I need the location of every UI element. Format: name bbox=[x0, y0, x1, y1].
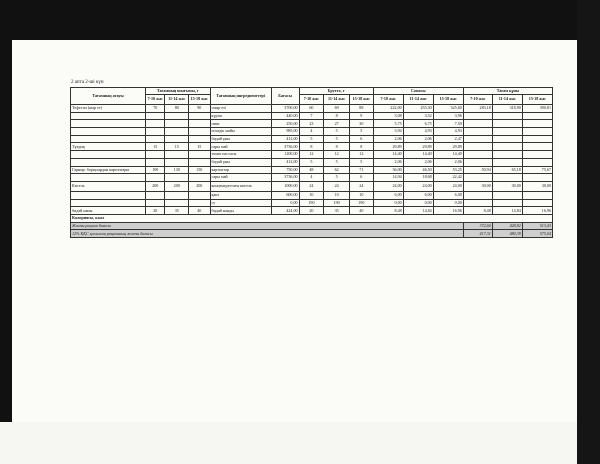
value-cell bbox=[522, 174, 552, 182]
value-cell bbox=[463, 143, 492, 151]
ingredient-cell: бидай ұны bbox=[210, 135, 271, 143]
value-cell: 24,00 bbox=[433, 181, 463, 191]
value-cell: 15 bbox=[146, 143, 165, 151]
value-cell bbox=[522, 135, 552, 143]
value-cell: 30,00 bbox=[492, 181, 522, 191]
ingredient-cell: картоптар bbox=[210, 166, 271, 174]
value-cell: 3,08 bbox=[373, 112, 403, 120]
value-cell bbox=[165, 158, 189, 166]
value-cell: 8,48 bbox=[373, 207, 403, 215]
value-cell bbox=[492, 191, 522, 199]
value-cell: 16,96 bbox=[433, 207, 463, 215]
header-dish: Тағамның атауы bbox=[71, 88, 146, 105]
value-cell: 40 bbox=[189, 207, 210, 215]
age-header: 7-10 жас bbox=[299, 95, 324, 105]
value-cell: 190 bbox=[350, 199, 374, 207]
table-body bbox=[71, 105, 553, 238]
value-cell: 200 bbox=[189, 181, 210, 191]
value-cell bbox=[146, 174, 165, 182]
value-cell bbox=[189, 128, 210, 136]
value-cell: 2,47 bbox=[433, 135, 463, 143]
value-cell: 0,00 bbox=[373, 199, 403, 207]
value-cell bbox=[522, 112, 552, 120]
value-cell: 100 bbox=[146, 166, 165, 174]
value-cell: 2,06 bbox=[403, 158, 433, 166]
dish-name-cell bbox=[71, 128, 146, 136]
value-cell: 600,00 bbox=[271, 191, 299, 199]
value-cell: 390,81 bbox=[522, 105, 552, 113]
total-value: 513,43 bbox=[522, 222, 552, 230]
ingredient-cell: концентраттағы кисель bbox=[210, 181, 271, 191]
ingredient-cell: қант bbox=[210, 191, 271, 199]
value-cell: 12 bbox=[324, 151, 350, 159]
value-cell: 5 bbox=[299, 135, 324, 143]
menu-table bbox=[70, 87, 553, 238]
dish-name-cell: Тұздық bbox=[71, 143, 146, 151]
table-row bbox=[71, 199, 553, 207]
value-cell: 1200,00 bbox=[271, 151, 299, 159]
value-cell: 24 bbox=[299, 181, 324, 191]
ingredient-cell: томат пастасы bbox=[210, 151, 271, 159]
value-cell bbox=[522, 199, 552, 207]
value-cell: 40 bbox=[350, 207, 374, 215]
value-cell: 255,30 bbox=[403, 105, 433, 113]
value-cell: 36,00 bbox=[373, 166, 403, 174]
header-cost: Сомасы bbox=[373, 88, 463, 95]
dish-name-cell: Гарнир: борщлардан картоптары bbox=[71, 166, 146, 174]
value-cell: 14,40 bbox=[403, 151, 433, 159]
table-row bbox=[71, 191, 553, 199]
value-cell: 2,06 bbox=[403, 135, 433, 143]
dish-name-cell bbox=[71, 120, 146, 128]
dish-name-cell bbox=[71, 199, 146, 207]
value-cell: 150 bbox=[189, 166, 210, 174]
value-cell bbox=[492, 151, 522, 159]
value-cell bbox=[522, 191, 552, 199]
age-header: 15-18 жас bbox=[522, 95, 552, 105]
value-cell bbox=[492, 174, 522, 182]
value-cell bbox=[165, 112, 189, 120]
value-cell: 424,00 bbox=[271, 207, 299, 215]
value-cell: 8 bbox=[299, 143, 324, 151]
value-cell: 4,93 bbox=[433, 128, 463, 136]
age-header: 15-18 жас bbox=[433, 95, 463, 105]
value-cell bbox=[463, 174, 492, 182]
value-cell bbox=[189, 158, 210, 166]
table-row bbox=[71, 128, 553, 136]
value-cell: 5 bbox=[299, 158, 324, 166]
value-cell: 80 bbox=[165, 105, 189, 113]
value-cell: 29,89 bbox=[373, 143, 403, 151]
value-cell: 985,00 bbox=[271, 128, 299, 136]
value-cell bbox=[492, 135, 522, 143]
table-header-row bbox=[71, 88, 553, 95]
value-cell bbox=[146, 120, 165, 128]
value-cell: 3,94 bbox=[373, 128, 403, 136]
table-row bbox=[71, 181, 553, 191]
value-cell bbox=[165, 199, 189, 207]
value-cell: 14,84 bbox=[403, 207, 433, 215]
value-cell: 5,75 bbox=[373, 120, 403, 128]
value-cell: 14,40 bbox=[373, 151, 403, 159]
ingredient-cell: сары май bbox=[210, 174, 271, 182]
total-row bbox=[71, 222, 553, 230]
dish-name-cell: Кисель bbox=[71, 181, 146, 191]
table-row bbox=[71, 120, 553, 128]
dish-name-cell bbox=[71, 174, 146, 182]
total-vat-row bbox=[71, 230, 553, 238]
value-cell: 8,48 bbox=[463, 207, 492, 215]
age-header: 15-18 жас bbox=[350, 95, 374, 105]
value-cell bbox=[522, 128, 552, 136]
value-cell: 6,00 bbox=[403, 191, 433, 199]
value-cell bbox=[522, 151, 552, 159]
value-cell: 2,06 bbox=[373, 135, 403, 143]
header-total: Тағам құны bbox=[463, 88, 552, 95]
ingredient-cell: су bbox=[210, 199, 271, 207]
value-cell: 200 bbox=[146, 181, 165, 191]
value-cell: 4,93 bbox=[403, 128, 433, 136]
value-cell: 283,18 bbox=[463, 105, 492, 113]
value-cell: 60 bbox=[299, 105, 324, 113]
value-cell: 65,18 bbox=[492, 166, 522, 174]
value-cell: 10 bbox=[299, 191, 324, 199]
value-cell bbox=[463, 199, 492, 207]
value-cell: 325,60 bbox=[433, 105, 463, 113]
value-cell: 12 bbox=[299, 151, 324, 159]
calories-row bbox=[71, 214, 553, 222]
value-cell: 50,94 bbox=[463, 166, 492, 174]
value-cell bbox=[189, 199, 210, 207]
dish-name-cell bbox=[71, 191, 146, 199]
value-cell: 9 bbox=[350, 112, 374, 120]
value-cell bbox=[165, 174, 189, 182]
value-cell bbox=[492, 120, 522, 128]
value-cell: 2,06 bbox=[433, 158, 463, 166]
value-cell: 3736,00 bbox=[271, 174, 299, 182]
value-cell: 750,00 bbox=[271, 166, 299, 174]
value-cell: 5 bbox=[350, 158, 374, 166]
value-cell: 53,25 bbox=[433, 166, 463, 174]
value-cell: 12 bbox=[350, 151, 374, 159]
ingredient-cell: бидай нанды bbox=[210, 207, 271, 215]
scan-background bbox=[0, 422, 600, 464]
value-cell bbox=[146, 128, 165, 136]
value-cell: 29,89 bbox=[403, 143, 433, 151]
value-cell bbox=[165, 191, 189, 199]
age-header: 11-14 жас bbox=[492, 95, 522, 105]
value-cell bbox=[189, 120, 210, 128]
value-cell: 130 bbox=[165, 166, 189, 174]
value-cell: 10 bbox=[324, 191, 350, 199]
age-header: 7-10 жас bbox=[373, 95, 403, 105]
value-cell: 23 bbox=[299, 120, 324, 128]
value-cell: 200 bbox=[165, 181, 189, 191]
ingredient-cell: өсімдік майы bbox=[210, 128, 271, 136]
value-cell: 88 bbox=[350, 105, 374, 113]
value-cell: 0,00 bbox=[433, 199, 463, 207]
value-cell: 35 bbox=[324, 207, 350, 215]
value-cell bbox=[522, 158, 552, 166]
scan-edge bbox=[577, 0, 600, 464]
value-cell: 20 bbox=[299, 207, 324, 215]
value-cell: 75,67 bbox=[522, 166, 552, 174]
value-cell: 70 bbox=[146, 105, 165, 113]
table-row bbox=[71, 158, 553, 166]
value-cell bbox=[165, 128, 189, 136]
ingredient-cell: күріш bbox=[210, 112, 271, 120]
value-cell: 5 bbox=[324, 128, 350, 136]
value-cell: 190 bbox=[324, 199, 350, 207]
dish-name-cell: Тефтели (шар ет) bbox=[71, 105, 146, 113]
calories-label: Калориясы, ккал bbox=[71, 214, 553, 222]
value-cell: 30,00 bbox=[463, 181, 492, 191]
page-heading: 2 апта 2-ші күн bbox=[71, 80, 104, 85]
dish-name-cell bbox=[71, 151, 146, 159]
value-cell: 3,96 bbox=[433, 112, 463, 120]
value-cell: 5 bbox=[324, 158, 350, 166]
table-row bbox=[71, 151, 553, 159]
dish-name-cell bbox=[71, 135, 146, 143]
value-cell: 27 bbox=[324, 120, 350, 128]
value-cell: 29,89 bbox=[433, 143, 463, 151]
value-cell: 318,90 bbox=[492, 105, 522, 113]
value-cell: 18,68 bbox=[403, 174, 433, 182]
dish-name-cell bbox=[71, 112, 146, 120]
value-cell: 6,00 bbox=[373, 191, 403, 199]
value-cell bbox=[165, 135, 189, 143]
value-cell: 5 bbox=[324, 174, 350, 182]
value-cell bbox=[463, 158, 492, 166]
value-cell: 7,50 bbox=[433, 120, 463, 128]
value-cell bbox=[146, 191, 165, 199]
dish-name-cell: бидай наны bbox=[71, 207, 146, 215]
value-cell bbox=[522, 120, 552, 128]
table-row bbox=[71, 135, 553, 143]
age-header: 11-14 жас bbox=[165, 95, 189, 105]
ingredient-cell: бидай ұны bbox=[210, 158, 271, 166]
age-header: 11-14 жас bbox=[403, 95, 433, 105]
value-cell bbox=[463, 120, 492, 128]
total-vat-label: 12% ҚҚС қосылған рационның жалпы бағасы bbox=[71, 230, 464, 238]
total-label: Жалпы рацион бағасы bbox=[71, 222, 464, 230]
value-cell: 24 bbox=[324, 181, 350, 191]
value-cell: 16,96 bbox=[522, 207, 552, 215]
value-cell bbox=[189, 112, 210, 120]
value-cell: 15 bbox=[165, 143, 189, 151]
value-cell: 412,00 bbox=[271, 135, 299, 143]
value-cell: 69 bbox=[324, 105, 350, 113]
total-vat-value: 417,31 bbox=[463, 230, 492, 238]
value-cell bbox=[165, 120, 189, 128]
header-gross: Брутто, г bbox=[299, 88, 373, 95]
value-cell: 14,94 bbox=[373, 174, 403, 182]
value-cell: 222,00 bbox=[373, 105, 403, 113]
value-cell bbox=[492, 199, 522, 207]
value-cell: 10 bbox=[350, 191, 374, 199]
total-value: 372,60 bbox=[463, 222, 492, 230]
table-row bbox=[71, 105, 553, 113]
ingredient-cell: сары май bbox=[210, 143, 271, 151]
value-cell: 0,00 bbox=[271, 199, 299, 207]
value-cell: 46,50 bbox=[403, 166, 433, 174]
value-cell: 62 bbox=[324, 166, 350, 174]
value-cell: 4 bbox=[299, 174, 324, 182]
value-cell: 1000,00 bbox=[271, 181, 299, 191]
value-cell bbox=[522, 143, 552, 151]
value-cell: 6,75 bbox=[403, 120, 433, 128]
value-cell bbox=[463, 135, 492, 143]
age-header: 11-14 жас bbox=[324, 95, 350, 105]
value-cell bbox=[463, 128, 492, 136]
value-cell bbox=[146, 158, 165, 166]
value-cell: 30,00 bbox=[522, 181, 552, 191]
value-cell bbox=[492, 158, 522, 166]
value-cell: 8 bbox=[324, 143, 350, 151]
value-cell: 30 bbox=[350, 120, 374, 128]
value-cell bbox=[463, 191, 492, 199]
header-portion: Тағамның шығымы, г bbox=[146, 88, 210, 95]
value-cell bbox=[146, 199, 165, 207]
value-cell: 6 bbox=[350, 174, 374, 182]
value-cell bbox=[165, 151, 189, 159]
value-cell bbox=[463, 151, 492, 159]
value-cell: 22,42 bbox=[433, 174, 463, 182]
value-cell bbox=[463, 112, 492, 120]
age-header: 7-10 жас bbox=[463, 95, 492, 105]
total-vat-value: 480,39 bbox=[492, 230, 522, 238]
ingredient-cell: сиыр еті bbox=[210, 105, 271, 113]
value-cell: 412,00 bbox=[271, 158, 299, 166]
value-cell: 90 bbox=[189, 105, 210, 113]
table-row bbox=[71, 112, 553, 120]
value-cell: 20 bbox=[146, 207, 165, 215]
value-cell: 24,00 bbox=[403, 181, 433, 191]
value-cell bbox=[189, 135, 210, 143]
value-cell bbox=[146, 112, 165, 120]
value-cell: 7 bbox=[299, 112, 324, 120]
value-cell: 48 bbox=[299, 166, 324, 174]
value-cell: 8 bbox=[350, 143, 374, 151]
value-cell bbox=[492, 112, 522, 120]
value-cell: 24 bbox=[350, 181, 374, 191]
value-cell: 5 bbox=[350, 128, 374, 136]
value-cell: 190 bbox=[299, 199, 324, 207]
total-vat-value: 575,04 bbox=[522, 230, 552, 238]
value-cell: 2,06 bbox=[373, 158, 403, 166]
value-cell: 8 bbox=[324, 112, 350, 120]
value-cell: 14,40 bbox=[433, 151, 463, 159]
value-cell: 6,00 bbox=[433, 191, 463, 199]
value-cell: 35 bbox=[165, 207, 189, 215]
ingredient-cell: пияз bbox=[210, 120, 271, 128]
value-cell: 250,00 bbox=[271, 120, 299, 128]
table-row bbox=[71, 166, 553, 174]
value-cell: 440,00 bbox=[271, 112, 299, 120]
value-cell: 3700,00 bbox=[271, 105, 299, 113]
value-cell: 4 bbox=[299, 128, 324, 136]
value-cell: 71 bbox=[350, 166, 374, 174]
table-row bbox=[71, 143, 553, 151]
value-cell bbox=[492, 128, 522, 136]
age-header: 7-10 жас bbox=[146, 95, 165, 105]
value-cell bbox=[146, 135, 165, 143]
value-cell: 24,00 bbox=[373, 181, 403, 191]
value-cell: 3736,00 bbox=[271, 143, 299, 151]
value-cell: 3,52 bbox=[403, 112, 433, 120]
value-cell bbox=[189, 191, 210, 199]
value-cell bbox=[492, 143, 522, 151]
value-cell: 14,84 bbox=[492, 207, 522, 215]
age-header: 15-18 жас bbox=[189, 95, 210, 105]
value-cell bbox=[189, 174, 210, 182]
value-cell: 5 bbox=[324, 135, 350, 143]
value-cell bbox=[189, 151, 210, 159]
value-cell: 15 bbox=[189, 143, 210, 151]
header-ingredients: Тағамның ингредиенттері bbox=[210, 88, 271, 105]
table-row bbox=[71, 207, 553, 215]
header-price: Бағасы bbox=[271, 88, 299, 105]
value-cell: 0,00 bbox=[403, 199, 433, 207]
total-value: 428,92 bbox=[492, 222, 522, 230]
value-cell bbox=[146, 151, 165, 159]
table-row bbox=[71, 174, 553, 182]
dish-name-cell bbox=[71, 158, 146, 166]
value-cell: 6 bbox=[350, 135, 374, 143]
